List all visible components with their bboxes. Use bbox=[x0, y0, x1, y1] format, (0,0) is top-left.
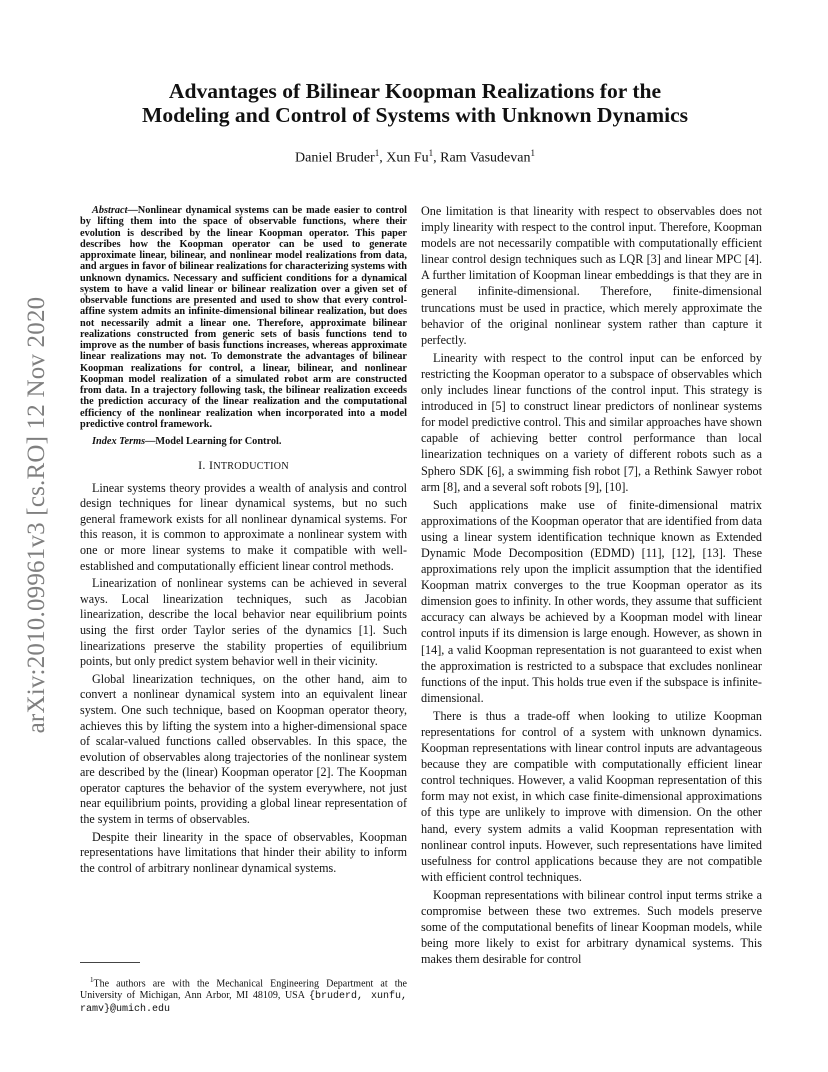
author-name: Xun Fu bbox=[386, 150, 429, 166]
section-title-rest: NTRODUCTION bbox=[213, 461, 289, 472]
abstract bbox=[80, 205, 407, 430]
footnote-rule bbox=[80, 962, 140, 963]
title-line-2: Modeling and Control of Systems with Unknown Dynamics bbox=[141, 103, 689, 127]
right-column bbox=[421, 203, 762, 969]
section-heading-introduction bbox=[80, 458, 407, 475]
title-line-1: Advantages of Bilinear Koopman Realizations for the bbox=[168, 79, 662, 103]
body-paragraph: Linear systems theory provides a wealth of analysis and control design techniques for linear dynamical systems, but no such general framework exists for all nonlinear dynamical systems. For this reason, it is common to approximate a nonlinear system with one or more linear systems to make it compatible with well-established and computationally efficient linear control methods. bbox=[80, 480, 407, 573]
abstract-text: —Nonlinear dynamical systems can be made easier to control by lifting them into the space of observable functions, where their evolution is described by the linear Koopman operator. This paper describes how the Koopman operator can be used to generate approximate linear, bilinear, and nonlinear model realizations from data, and argues in favor of bilinear realizations for characterizing systems with unknown dynamics. Necessary and sufficient conditions for a dynamical system to have a valid linear or bilinear realization over a given set of observable functions are presented and used to show that every control-affine system admits an infinite-dimensional bilinear realization, but does not necessarily admit a linear one. Therefore, approximate bilinear realizations constructed from generic sets of basis functions tend to improve as the number of basis functions increases, whereas approximate linear realizations may not. To demonstrate the advantages of bilinear Koopman realizations for control, a linear, bilinear, and nonlinear Koopman model realization of a simulated robot arm are constructed from data. In a trajectory following task, the bilinear realization exceeds the prediction accuracy of the linear realization and the computational efficiency of the nonlinear realization when incorporated into a model predictive control framework. bbox=[80, 205, 407, 430]
paper-title bbox=[60, 79, 770, 127]
body-paragraph: There is thus a trade-off when looking to utilize Koopman representations for control of a system with unknown dynamics. Koopman representations with linear control inputs are advantageous because they are compatible with computationally efficient linear control techniques. However, a valid Koopman representation of this form may not exist, in which case finite-dimensional approximations of this type are unlikely to improve with dimension. On the other hand, every system admits a valid Koopman representation with nonlinear control inputs. However, such representations have limited usefulness for control applications because they are not compatible with efficient control techniques. bbox=[421, 708, 762, 884]
author-name: Daniel Bruder bbox=[295, 150, 375, 166]
body-paragraph: Linearization of nonlinear systems can be achieved in several ways. Local linearization techniques, such as Jacobian linearization, describe the local behavior near equilibrium points using the first order Taylor series of the dynamics [1]. Such linearizations preserve the stability properties of equilibrium points, but only predict system behavior well in their vicinity. bbox=[80, 576, 407, 669]
left-column bbox=[80, 205, 407, 878]
footnote-email: {bruderd, xunfu, ramv}@umich.edu bbox=[80, 991, 408, 1016]
body-paragraph: Linearity with respect to the control input can be enforced by restricting the Koopman operator to a subspace of observables which only includes linear functions of the control input. This strategy is introduced in [5] to construct linear predictors of nonlinear systems for model predictive control. This and similar approaches have shown capable of achieving better control performance than local linearization techniques on a variety of different robots such as a Sphero SDK [6], a swimming fish robot [7], a Rethink Sawyer robot arm [8], and a several soft robots [9], [10]. bbox=[421, 350, 762, 494]
footnote-mark: 1 bbox=[90, 976, 94, 984]
body-paragraph: One limitation is that linearity with respect to observables does not imply linearity with respect to the control input. Therefore, Koopman models are not necessarily compatible with computationally efficient linear control design techniques such as LQR [3] and linear MPC [4]. A further limitation of Koopman linear embeddings is that they are in general infinite-dimensional. Therefore, finite-dimensional truncations must be used in practice, which merely approximate the behavior of the original nonlinear system rather than capture it perfectly. bbox=[421, 204, 762, 347]
author-affiliation-mark: 1 bbox=[530, 148, 535, 158]
section-number: I. bbox=[198, 458, 210, 472]
body-paragraph: Global linearization techniques, on the other hand, aim to convert a nonlinear dynamical system into an equivalent linear system. One such technique, based on Koopman operator theory, achieves this by lifting the system into a higher-dimensional space of scalar-valued functions called observables. In this space, the evolution of observables along trajectories of the nonlinear system are described by the (linear) Koopman operator [2]. The Koopman operator captures the behavior of the system everywhere, not just near equilibrium points, providing a global linear representation of the system in terms of observables. bbox=[80, 671, 407, 827]
author-name: Ram Vasudevan bbox=[440, 150, 531, 166]
footnote-text: The authors are with the Mechanical Engineering Department at the University of Michigan, Ann Arbor, MI 48109, USA bbox=[80, 978, 407, 1002]
author-affiliation-mark: 1 bbox=[374, 148, 380, 158]
footnote bbox=[80, 974, 407, 1016]
index-terms-label: Index Terms bbox=[92, 436, 146, 447]
body-paragraph: Despite their linearity in the space of observables, Koopman representations have limitations that hinder their ability to inform the control of arbitrary nonlinear dynamical systems. bbox=[80, 829, 407, 875]
arxiv-sidebar-stamp bbox=[22, 280, 52, 750]
body-paragraph: Such applications make use of finite-dimensional matrix approximations of the Koopman operator that are identified from data using a linear system identification technique known as Extended Dynamic Mode Decomposition (EDMD) [11], [12], [13]. These approximations rely upon the implicit assumption that the identified Koopman matrix converges to the true Koopman operator as its dimension goes to infinity. In other words, they assume that sufficient accuracy can always be achieved by a Koopman model with linear control inputs if its dimension is large enough. However, as shown in [14], a valid Koopman representation is not guaranteed to exist when the approximation is restricted to a subspace that excludes nonlinear functions of the input. This holds true even if the subspace is infinite-dimensional. bbox=[421, 497, 762, 705]
section-title-initial: I bbox=[209, 458, 214, 472]
index-terms-text: —Model Learning for Control. bbox=[145, 436, 282, 447]
author-affiliation-mark: 1 bbox=[428, 148, 434, 158]
abstract-label: Abstract bbox=[92, 205, 128, 216]
arxiv-identifier: arXiv:2010.09961v3 [cs.RO] 12 Nov 2020 bbox=[23, 296, 50, 734]
body-paragraph: Koopman representations with bilinear control input terms strike a compromise between these two extremes. Such models preserve some of the computational benefits of linear Koopman models, while being more likely to exist for arbitrary dynamical systems. This makes them desirable for control bbox=[421, 887, 762, 967]
index-terms bbox=[80, 436, 407, 448]
author-list: Daniel Bruder$^1$, Xun Fu$^1$, Ram Vasudevan$^1$ bbox=[295, 148, 535, 166]
